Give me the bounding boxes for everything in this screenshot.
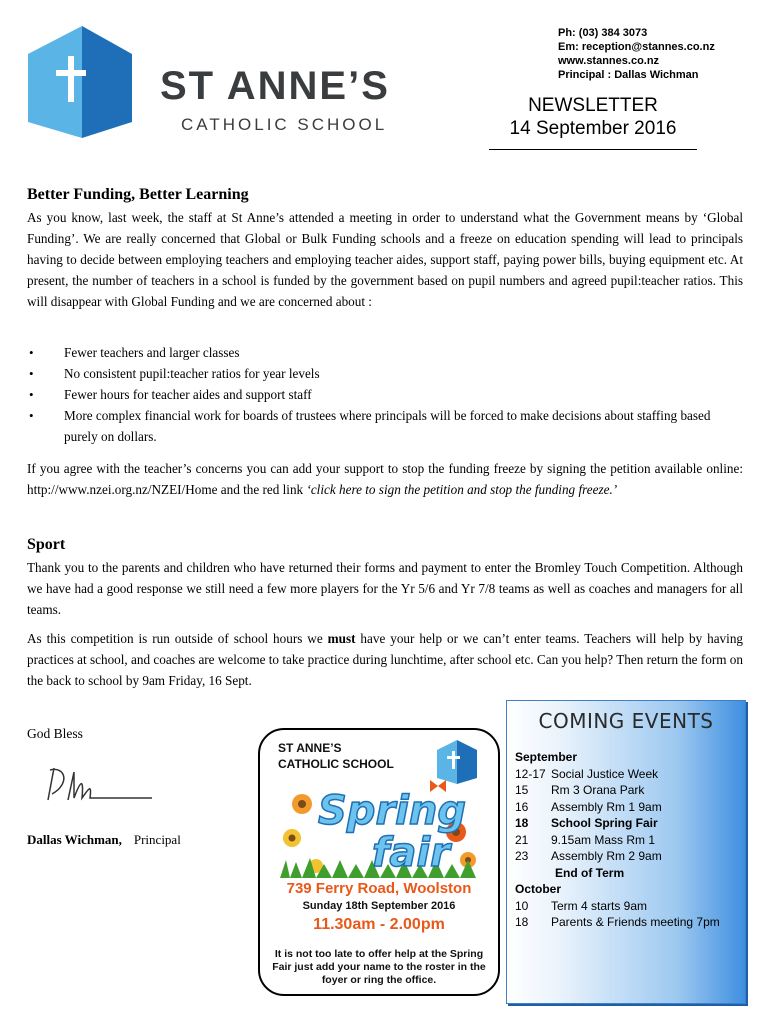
event-day: 21 <box>515 832 529 847</box>
list-item: • No consistent pupil:teacher ratios for year levels <box>27 363 743 384</box>
sport-paragraph-2 <box>27 628 743 691</box>
newsletter-heading <box>488 94 698 140</box>
signer <box>27 832 181 848</box>
list-item: • More complex financial work for boards of trustees where principals will be forced to make decisions about staffing based purely on dollars. <box>27 405 743 447</box>
fair-address: 739 Ferry Road, Woolston <box>286 880 472 897</box>
list-item: • Fewer hours for teacher aides and support staff <box>27 384 743 405</box>
sport-text: As this competition is run outside of school hours we <box>27 631 328 646</box>
sport-text: have your help or we can’t enter teams. Teachers will help by having practices at school, and coaches are welcome to take practice during lunchtime, after school etc. Can you help? Then return the form on the back to school by 9am Friday, 16 Sept. <box>27 631 744 688</box>
signature <box>40 760 160 815</box>
newsletter-title: NEWSLETTER <box>528 95 658 116</box>
event-text: Term 4 starts 9am <box>551 898 648 913</box>
fair-help-note: It is not too late to offer help at the Spring Fair just add your name to the roster in the foyer or ring the office. <box>272 948 486 986</box>
school-logo <box>28 26 136 143</box>
fair-school-line: CATHOLIC SCHOOL <box>278 757 394 771</box>
spring-fair-flyer <box>258 728 500 996</box>
sport-emphasis: must <box>327 631 356 646</box>
sport-paragraph-1: Thank you to the parents and children who have returned their forms and payment to enter the Bromley Touch Competition. Although we have had a good response we still need a few more players for the Yr 5/6 and Yr 7/8 teams as well as coaches and managers for all teams. <box>27 560 743 617</box>
closing-blessing: God Bless <box>27 726 83 741</box>
event-row <box>515 766 720 783</box>
event-day: 12-17 <box>515 766 546 781</box>
event-row <box>515 914 720 931</box>
event-day: 18 <box>515 816 529 830</box>
funding-paragraph-2 <box>27 458 743 500</box>
funding-heading: Better Funding, Better Learning <box>27 186 249 203</box>
events-month-october: October <box>515 882 562 896</box>
fair-date: Sunday 18th September 2016 <box>302 900 456 912</box>
event-row <box>515 782 720 799</box>
school-name: ST ANNE’S <box>160 64 390 108</box>
petition-text: If you agree with the teacher’s concerns you can add your support to stop the funding freeze by signing the petition available online: http://www.nzei.org.nz/NZEI/Home and the red link <box>27 461 743 497</box>
fair-word-fair: fair <box>372 830 450 876</box>
event-day: 23 <box>515 849 529 863</box>
signer-name: Dallas Wichman, <box>27 832 122 847</box>
event-text: Social Justice Week <box>551 766 659 781</box>
event-day: 10 <box>515 898 529 913</box>
event-text: 9.15am Mass Rm 1 <box>551 832 656 847</box>
event-day: 15 <box>515 783 529 797</box>
event-day: 16 <box>515 799 529 814</box>
event-row <box>515 848 720 865</box>
event-text: Rm 3 Orana Park <box>551 783 645 797</box>
contact-block <box>558 26 715 82</box>
fair-time: 11.30am - 2.00pm <box>313 916 445 933</box>
event-row <box>515 799 720 816</box>
signer-role: Principal <box>133 832 181 847</box>
contact-email[interactable]: Em: reception@stannes.co.nz <box>558 41 715 53</box>
header-divider <box>489 149 697 150</box>
events-list <box>515 749 720 931</box>
petition-link-text[interactable]: ‘click here to sign the petition and stop the funding freeze.’ <box>306 482 618 497</box>
newsletter-date: 14 September 2016 <box>509 118 677 139</box>
sport-heading: Sport <box>27 536 66 553</box>
event-row <box>515 832 720 849</box>
contact-website[interactable]: www.stannes.co.nz <box>558 55 660 67</box>
funding-concerns-list <box>27 342 743 447</box>
school-subtitle: CATHOLIC SCHOOL <box>181 115 388 134</box>
end-of-term-note: End of Term <box>555 865 625 880</box>
contact-phone: Ph: (03) 384 3073 <box>558 27 648 39</box>
list-item: • Fewer teachers and larger classes <box>27 342 743 363</box>
funding-paragraph-1: As you know, last week, the staff at St Anne’s attended a meeting in order to understand what the Government means by ‘Global Funding’. We are really concerned that Global or Bulk Funding schools and a freeze on education spending will lead to principals having to decide between employing teachers and employing teacher aides, support staff, paying power bills, buying equipment etc. At present, the number of teachers in a school is funded by the government based on pupil numbers and agreed pupil:teacher ratios. This will disappear with Global Funding and we are concerned about : <box>27 210 743 309</box>
event-day: 18 <box>515 915 529 929</box>
event-text: Assembly Rm 1 9am <box>551 799 662 814</box>
events-title: COMING EVENTS <box>538 709 714 733</box>
event-text: School Spring Fair <box>551 816 658 830</box>
contact-principal: Principal : Dallas Wichman <box>558 69 699 81</box>
spring-fair-art <box>280 774 480 883</box>
events-month-september: September <box>515 750 578 764</box>
fair-word-spring: Spring <box>318 788 466 834</box>
event-row-highlight <box>515 815 720 832</box>
fair-school-line: ST ANNE’S <box>278 741 342 755</box>
fair-school-name <box>278 740 394 772</box>
event-row <box>515 898 720 915</box>
event-text: Assembly Rm 2 9am <box>551 849 662 863</box>
event-text: Parents & Friends meeting 7pm <box>551 915 720 929</box>
coming-events-panel <box>506 700 746 1004</box>
